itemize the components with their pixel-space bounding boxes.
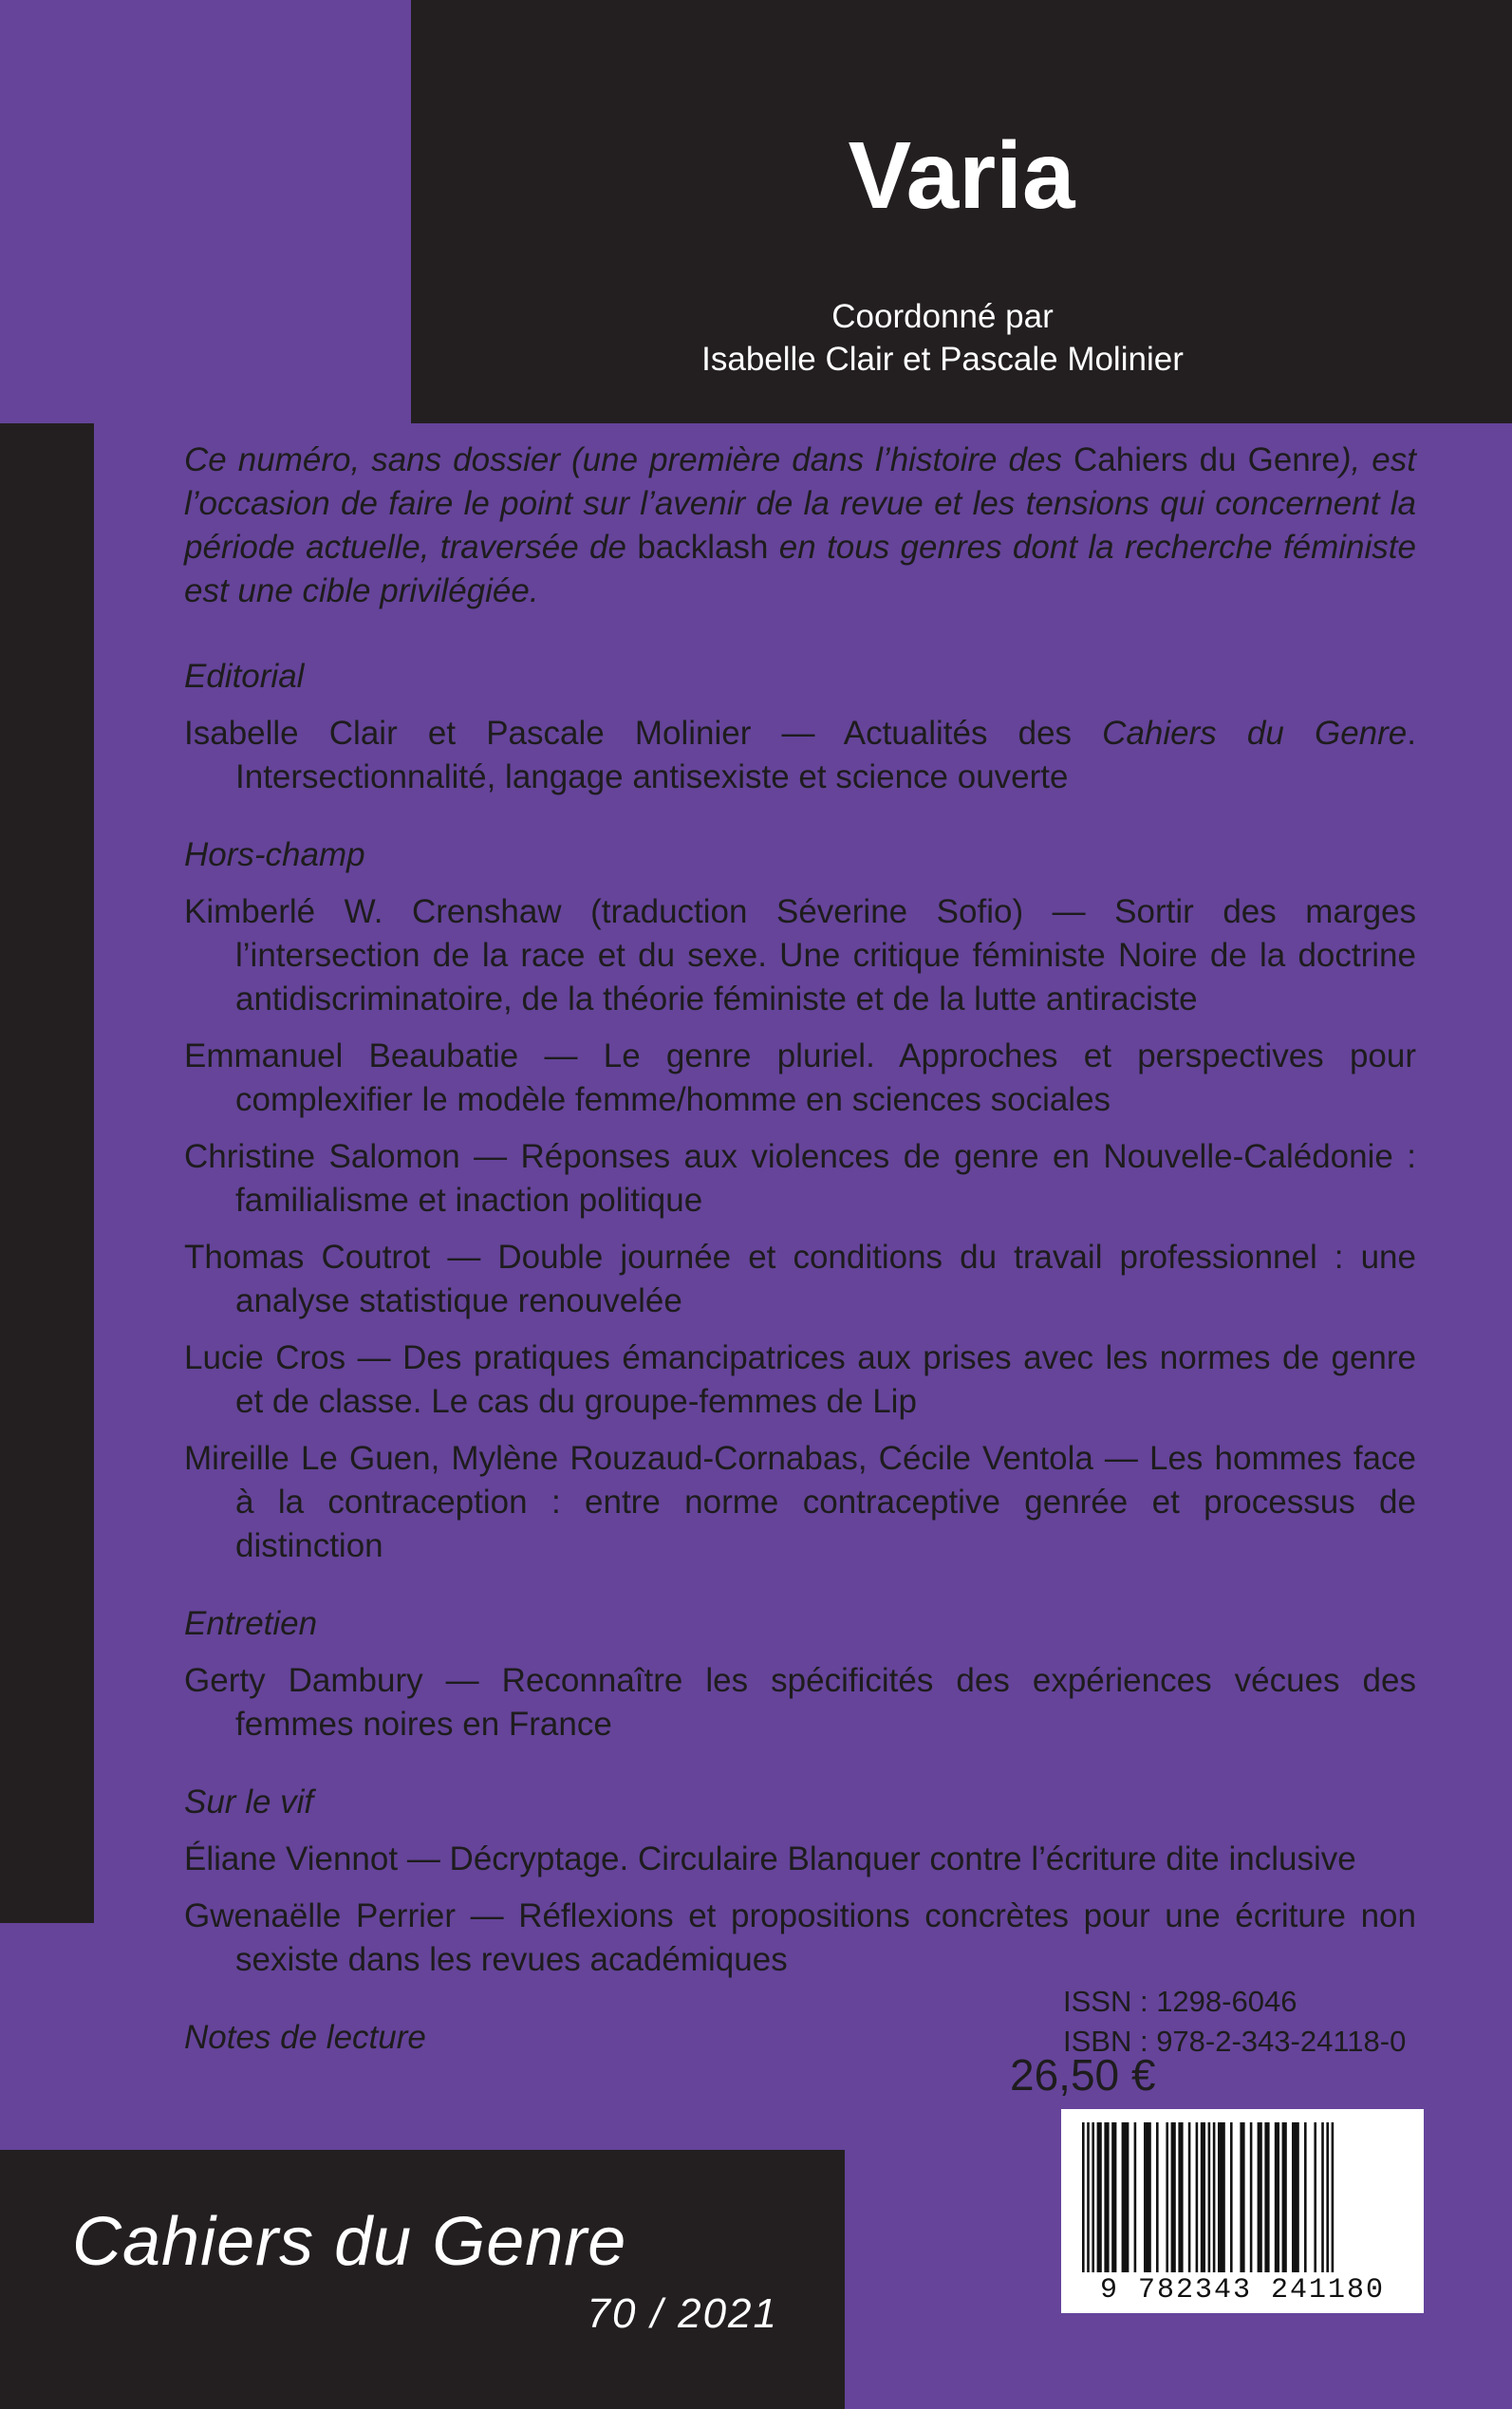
intro-journal-ref: Cahiers du Genre (1073, 441, 1340, 478)
toc-entry: Thomas Coutrot — Double journée et conditions du travail professionnel : une analyse statistique renouvelée (184, 1239, 1416, 1319)
barcode-bar (1201, 2122, 1205, 2272)
toc-entry: Mireille Le Guen, Mylène Rouzaud-Cornabas, Cécile Ventola — Les hommes face à la contraception : entre norme contraceptive genrée et processus de distinction (184, 1440, 1416, 1564)
barcode-bar (1087, 2122, 1090, 2272)
barcode-bar (1292, 2122, 1299, 2272)
barcode-bar (1332, 2122, 1335, 2272)
barcode-bar (1196, 2122, 1199, 2272)
intro-text-3: en tous genres dont la recherche féministe est une cible privilégiée. (184, 529, 1416, 609)
journal-name: Cahiers du Genre (72, 2204, 627, 2280)
barcode-bar (1218, 2122, 1225, 2272)
section-editorial (184, 655, 1416, 799)
barcode-bar (1092, 2122, 1094, 2272)
barcode-bar (1258, 2122, 1262, 2272)
toc-entry: Lucie Cros — Des pratiques émancipatrices aux prises avec les normes de genre et de classe. Le cas du groupe-femmes de Lip (184, 1339, 1416, 1420)
barcode-bar (1122, 2122, 1129, 2272)
barcode-bar (1134, 2122, 1137, 2272)
barcode-bar (1264, 2122, 1269, 2272)
barcode-bar (1178, 2122, 1183, 2272)
barcode-bar (1171, 2122, 1176, 2272)
issue-number: 70 / 2021 (587, 2290, 778, 2337)
barcode-bar (1166, 2122, 1168, 2272)
barcode-bar (1104, 2122, 1109, 2272)
barcode-bar (1304, 2122, 1307, 2272)
barcode-bar (1156, 2122, 1159, 2272)
barcode-bars (1078, 2122, 1407, 2272)
price: 26,50 € (1010, 2050, 1156, 2100)
entry-text: . Intersectionnalité, langage antisexiste et science ouverte (235, 715, 1416, 795)
barcode-bar (1111, 2122, 1116, 2272)
barcode-digits: 9 782343 241180 (1099, 2274, 1386, 2306)
section-title: Hors-champ (184, 836, 365, 873)
coordinators-names: Isabelle Clair et Pascale Molinier (701, 341, 1184, 378)
barcode-bar (1144, 2122, 1151, 2272)
toc-entry (184, 712, 1416, 799)
section-hors-champ (184, 833, 1416, 1568)
toc-entry: Kimberlé W. Crenshaw (traduction Séverine Sofio) — Sortir des marges l’intersection de la race et du sexe. Une critique féministe Noire de la doctrine antidiscriminatoire, de la théorie féministe et de la lutte antiraciste (184, 893, 1416, 1018)
entry-text: Isabelle Clair et Pascale Molinier — Actualités des (184, 715, 1103, 752)
barcode-bar (1082, 2122, 1085, 2272)
intro-text-1: Ce numéro, sans dossier (une première dans l’histoire des (184, 441, 1074, 478)
barcode-bar (1275, 2122, 1279, 2272)
intro-paragraph (184, 439, 1416, 613)
barcode-bar (1314, 2122, 1316, 2272)
section-notes-de-lecture: Notes de lecture (184, 2019, 426, 2056)
barcode (1061, 2109, 1424, 2313)
intro-backlash: backlash (637, 529, 769, 566)
barcode-bar (1213, 2122, 1216, 2272)
toc-entry: Emmanuel Beaubatie — Le genre pluriel. Approches et perspectives pour complexifier le modèle femme/homme en sciences sociales (184, 1037, 1416, 1118)
barcode-bar (1208, 2122, 1211, 2272)
toc-entry: Gwenaëlle Perrier — Réflexions et propositions concrètes pour une écriture non sexiste dans les revues académiques (184, 1897, 1416, 1978)
section-entretien (184, 1602, 1416, 1746)
barcode-bar (1282, 2122, 1287, 2272)
barcode-bar (1230, 2122, 1233, 2272)
toc-entry: Éliane Viennot — Décryptage. Circulaire Blanquer contre l’écriture dite inclusive (184, 1840, 1356, 1877)
intro-text-2: ), est l’occasion de faire le point sur l’avenir de la revue et les tensions qui concernent la période actuelle, traversée de (184, 441, 1416, 566)
section-sur-le-vif (184, 1781, 1416, 1982)
coordinated-by-label: Coordonné par (831, 298, 1054, 335)
barcode-bar (1326, 2122, 1329, 2272)
section-title: Editorial (184, 658, 305, 695)
issn-number: ISSN : 1298-6046 (1063, 1985, 1297, 2018)
issue-title: Varia (848, 122, 1075, 229)
barcode-bar (1240, 2122, 1244, 2272)
toc-entry: Gerty Dambury — Reconnaître les spécificités des expériences vécues des femmes noires en France (184, 1662, 1416, 1743)
section-title: Entretien (184, 1605, 318, 1642)
barcode-bar (1097, 2122, 1102, 2272)
section-title: Sur le vif (184, 1783, 314, 1821)
barcode-bar (1188, 2122, 1191, 2272)
barcode-bar (1250, 2122, 1253, 2272)
table-of-contents (184, 439, 1416, 2073)
toc-entry: Christine Salomon — Réponses aux violences de genre en Nouvelle-Calédonie : familialisme et inaction politique (184, 1138, 1416, 1219)
left-dark-bar (0, 423, 94, 1923)
isbn-number: ISBN : 978-2-343-24118-0 (1063, 2025, 1407, 2058)
entry-emphasis: Cahiers du Genre (1102, 715, 1408, 752)
barcode-bar (1321, 2122, 1324, 2272)
